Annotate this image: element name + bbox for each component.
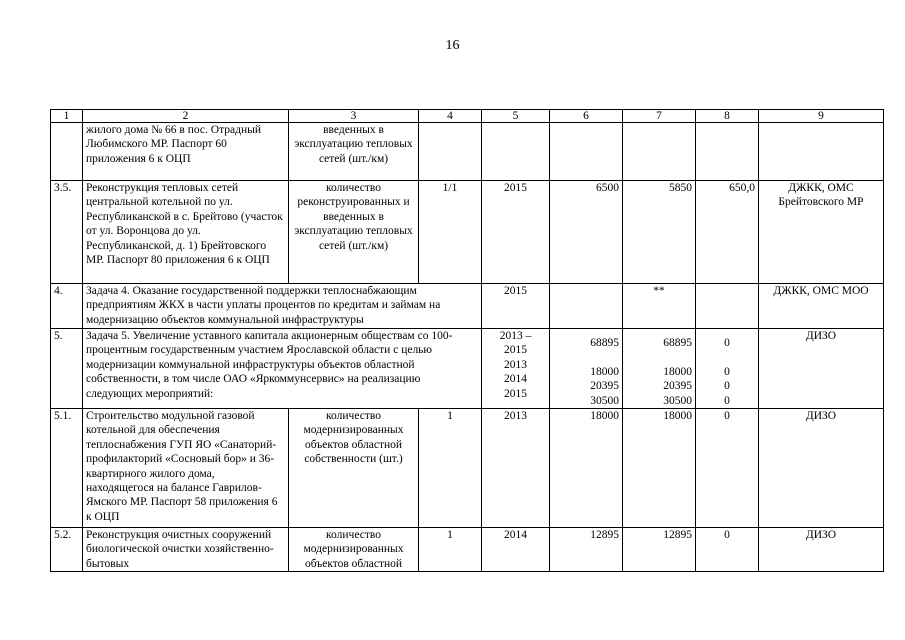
header-cell: 9 <box>759 110 884 123</box>
totals-cell <box>550 329 623 409</box>
local-line: 0 <box>724 337 730 349</box>
indicator-value: 1 <box>419 409 482 528</box>
year-line: 2015 <box>504 344 527 357</box>
executor-cell: ДИЗО <box>759 329 884 409</box>
regional-line: 68895 <box>663 337 692 349</box>
header-cell: 2 <box>83 110 289 123</box>
measure-name: Реконструкция тепловых сетей центральной котельной по ул. Республиканской в с. Брейтово (участок от ул. Воронцова до ул. Республиканской, д. 1) Брейтовского МР. Паспорт 80 приложения 6 к ОЦП <box>83 181 289 284</box>
total-cell <box>550 123 623 181</box>
table-row <box>51 284 884 329</box>
local-cell <box>696 284 759 329</box>
year-cell: 2015 <box>482 181 550 284</box>
regional-cell <box>623 123 696 181</box>
row-number: 4. <box>51 284 83 329</box>
measure-name: жилого дома № 66 в пос. Отрадный Любимского МР. Паспорт 60 приложения 6 к ОЦП <box>83 123 289 181</box>
table-row <box>51 409 884 528</box>
regional-line: 18000 <box>663 365 692 378</box>
total-cell <box>550 284 623 329</box>
measure-name: Строительство модульной газовой котельной для обеспечения теплоснабжения ГУП ЯО «Санаторий-профилакторий «Сосновый бор» и 36-квартирного жилого дома, находящегося на балансе Гаврилов-Ямского МР. Паспорт 58 приложения 6 к ОЦП <box>83 409 289 528</box>
local-line: 0 <box>724 365 730 378</box>
regional-cell: ** <box>623 284 696 329</box>
row-number: 5. <box>51 329 83 409</box>
year-line: 2014 <box>504 373 527 386</box>
header-cell: 3 <box>289 110 419 123</box>
total-cell: 18000 <box>550 409 623 528</box>
total-line: 20395 <box>590 380 619 393</box>
executor-cell: ДЖКК, ОМС Брейтовского МР <box>759 181 884 284</box>
table-row <box>51 181 884 284</box>
year-line: 2013 – <box>499 330 532 342</box>
year-line: 2013 <box>504 358 527 371</box>
locals-cell <box>696 329 759 409</box>
indicator-value <box>419 123 482 181</box>
task-description: Задача 4. Оказание государственной поддержки теплоснабжающим предприятиям ЖКХ в части уплаты процентов по кредитам и займам на модернизацию объектов коммунальной инфраструктуры <box>83 284 482 329</box>
regional-cell: 18000 <box>623 409 696 528</box>
header-cell: 1 <box>51 110 83 123</box>
indicator-cell: количество реконструированных и введенных в эксплуатацию тепловых сетей (шт./км) <box>289 181 419 284</box>
executor-cell: ДИЗО <box>759 528 884 572</box>
total-line: 30500 <box>590 394 619 407</box>
table-row <box>51 123 884 181</box>
measure-name: Реконструкция очистных сооружений биологической очистки хозяйственно-бытовых <box>83 528 289 572</box>
total-line: 68895 <box>590 337 619 349</box>
years-cell <box>482 329 550 409</box>
indicator-cell: количество модернизированных объектов областной <box>289 528 419 572</box>
row-number <box>51 123 83 181</box>
table-header-row <box>51 110 884 123</box>
local-cell: 0 <box>696 409 759 528</box>
table-row <box>51 329 884 409</box>
year-line: 2015 <box>504 387 527 400</box>
executor-cell: ДИЗО <box>759 409 884 528</box>
local-line: 0 <box>724 394 730 407</box>
executor-cell <box>759 123 884 181</box>
header-cell: 6 <box>550 110 623 123</box>
local-cell <box>696 123 759 181</box>
total-cell: 6500 <box>550 181 623 284</box>
regional-cell: 5850 <box>623 181 696 284</box>
indicator-cell: введенных в эксплуатацию тепловых сетей (шт./км) <box>289 123 419 181</box>
regionals-cell <box>623 329 696 409</box>
total-cell: 12895 <box>550 528 623 572</box>
regional-line: 20395 <box>663 380 692 393</box>
indicator-value: 1 <box>419 528 482 572</box>
regional-cell: 12895 <box>623 528 696 572</box>
row-number: 5.2. <box>51 528 83 572</box>
year-cell: 2014 <box>482 528 550 572</box>
header-cell: 7 <box>623 110 696 123</box>
total-line <box>553 350 619 364</box>
local-cell: 650,0 <box>696 181 759 284</box>
local-cell: 0 <box>696 528 759 572</box>
regional-line: 30500 <box>663 394 692 407</box>
year-cell: 2015 <box>482 284 550 329</box>
executor-cell: ДЖКК, ОМС МОО <box>759 284 884 329</box>
local-line <box>699 350 755 364</box>
task-description: Задача 5. Увеличение уставного капитала акционерным обществам со 100-процентным государственным участием Ярославской области с целью модернизации коммунальной инфраструктуры объектов областной собственности, в том числе ОАО «Яркоммунсервис» на реализацию следующих мероприятий: <box>83 329 482 409</box>
header-cell: 8 <box>696 110 759 123</box>
page-number: 16 <box>445 38 460 53</box>
indicator-cell: количество модернизированных объектов областной собственности (шт.) <box>289 409 419 528</box>
local-line: 0 <box>724 380 730 393</box>
year-cell <box>482 123 550 181</box>
total-line: 18000 <box>590 365 619 378</box>
row-number: 3.5. <box>51 181 83 284</box>
program-table <box>50 109 884 572</box>
year-cell: 2013 <box>482 409 550 528</box>
row-number: 5.1. <box>51 409 83 528</box>
indicator-value: 1/1 <box>419 181 482 284</box>
header-cell: 4 <box>419 110 482 123</box>
regional-line <box>626 350 692 364</box>
table-row <box>51 528 884 572</box>
header-cell: 5 <box>482 110 550 123</box>
